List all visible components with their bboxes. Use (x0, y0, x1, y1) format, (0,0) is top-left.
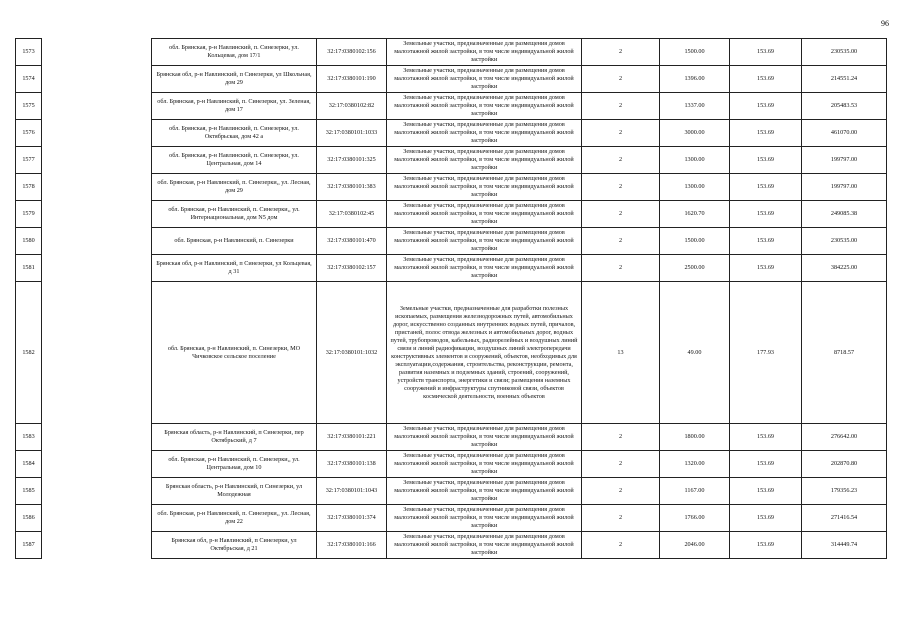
cadastral-number-cell: 32:17:0380101:166 (317, 532, 387, 559)
address-cell: Брянская обл, р-н Навлинский, п Синезерки, ул Октябрьская, д 21 (152, 532, 317, 559)
row-number-cell: 1578 (16, 174, 42, 201)
address-cell: обл. Брянская, р-н Навлинский, п. Синезерки, ул. Центральная, дом 14 (152, 147, 317, 174)
address-cell: Брянская область, р-н Навлинский, п Синезерки, ул Молодежная (152, 478, 317, 505)
address-cell: обл. Брянская, р-н Навлинский, п. Синезерки, ул. Кольцевая, дом 17/1 (152, 39, 317, 66)
rate-cell: 153.69 (730, 228, 802, 255)
table-row (16, 147, 887, 174)
rate-cell: 153.69 (730, 174, 802, 201)
rate-cell: 153.69 (730, 532, 802, 559)
blank-gap-cell (42, 201, 152, 228)
address-cell: обл. Брянская, р-н Навлинский, п. Синезерки, ул. Октябрьская, дом 42 а (152, 120, 317, 147)
address-cell: Брянская обл, р-н Навлинский, п Синезерки, ул Кольцевая, д 31 (152, 255, 317, 282)
land-purpose-cell: Земельные участки, предназначенные для разработки полезных ископаемых, размещения железнодорожных путей, автомобильных дорог, искусственно созданных внутренних водных путей, причалов, пристаней, полос отвода железных и автомобильных дорог, водных путей, трубопроводов, кабельных, радиорелейных и воздушных линий связи и линий радиофикации, воздушных линий электропередачи конструктивных элементов и сооружений, объектов, необходимых для эксплуатации,содержания, строительства, реконструкции, ремонта, развития наземных и подземных зданий, строений, сооружений, устройств транспорта, энергетики и связи; размещения наземных сооружений и инфраструктуры спутниковой связи, объектов космической деятельности, военных объектов (387, 282, 582, 424)
cadastral-number-cell: 32:17:0380102:45 (317, 201, 387, 228)
rate-cell: 177.93 (730, 282, 802, 424)
row-number-cell: 1576 (16, 120, 42, 147)
table-row (16, 120, 887, 147)
area-cell: 1766.00 (660, 505, 730, 532)
cadastral-value-cell: 205483.53 (802, 93, 887, 120)
blank-gap-cell (42, 451, 152, 478)
cadastral-value-cell: 202870.80 (802, 451, 887, 478)
area-cell: 2046.00 (660, 532, 730, 559)
land-purpose-cell: Земельные участки, предназначенные для размещения домов малоэтажной жилой застройки, в том числе индивидуальной жилой застройки (387, 255, 582, 282)
cadastral-value-cell: 314449.74 (802, 532, 887, 559)
group-code-cell: 2 (582, 532, 660, 559)
cadastral-value-cell: 230535.00 (802, 228, 887, 255)
rate-cell: 153.69 (730, 39, 802, 66)
blank-gap-cell (42, 174, 152, 201)
cadastral-number-cell: 32:17:0380101:383 (317, 174, 387, 201)
row-number-cell: 1574 (16, 66, 42, 93)
blank-gap-cell (42, 39, 152, 66)
table-row (16, 66, 887, 93)
table-row (16, 93, 887, 120)
table-body (16, 39, 887, 559)
address-cell: обл. Брянская, р-н Навлинский, п. Синезерки, ул. Зеленая, дом 17 (152, 93, 317, 120)
cadastral-number-cell: 32:17:0380101:138 (317, 451, 387, 478)
rate-cell: 153.69 (730, 505, 802, 532)
row-number-cell: 1587 (16, 532, 42, 559)
row-number-cell: 1581 (16, 255, 42, 282)
table-row (16, 424, 887, 451)
address-cell: обл. Брянская, р-н Навлинский, п. Синезерки,, ул. Лесная, дом 29 (152, 174, 317, 201)
area-cell: 2500.00 (660, 255, 730, 282)
land-purpose-cell: Земельные участки, предназначенные для размещения домов малоэтажной жилой застройки, в том числе индивидуальной жилой застройки (387, 147, 582, 174)
cadastral-value-cell: 199797.00 (802, 147, 887, 174)
blank-gap-cell (42, 255, 152, 282)
row-number-cell: 1579 (16, 201, 42, 228)
group-code-cell: 2 (582, 424, 660, 451)
row-number-cell: 1575 (16, 93, 42, 120)
cadastral-value-cell: 249085.38 (802, 201, 887, 228)
land-purpose-cell: Земельные участки, предназначенные для размещения домов малоэтажной жилой застройки, в том числе индивидуальной жилой застройки (387, 201, 582, 228)
land-purpose-cell: Земельные участки, предназначенные для размещения домов малоэтажной жилой застройки, в том числе индивидуальной жилой застройки (387, 424, 582, 451)
land-purpose-cell: Земельные участки, предназначенные для размещения домов малоэтажной жилой застройки, в том числе индивидуальной жилой застройки (387, 39, 582, 66)
table-row (16, 451, 887, 478)
blank-gap-cell (42, 505, 152, 532)
blank-gap-cell (42, 66, 152, 93)
table-row (16, 282, 887, 424)
blank-gap-cell (42, 478, 152, 505)
rate-cell: 153.69 (730, 201, 802, 228)
land-purpose-cell: Земельные участки, предназначенные для размещения домов малоэтажной жилой застройки, в том числе индивидуальной жилой застройки (387, 93, 582, 120)
group-code-cell: 2 (582, 39, 660, 66)
area-cell: 3000.00 (660, 120, 730, 147)
group-code-cell: 2 (582, 120, 660, 147)
row-number-cell: 1586 (16, 505, 42, 532)
table-row (16, 228, 887, 255)
rate-cell: 153.69 (730, 451, 802, 478)
row-number-cell: 1580 (16, 228, 42, 255)
cadastral-value-cell: 214551.24 (802, 66, 887, 93)
cadastral-number-cell: 32:17:0380101:221 (317, 424, 387, 451)
cadastral-value-cell: 230535.00 (802, 39, 887, 66)
cadastral-value-cell: 199797.00 (802, 174, 887, 201)
row-number-cell: 1584 (16, 451, 42, 478)
cadastral-number-cell: 32:17:0380101:1033 (317, 120, 387, 147)
rate-cell: 153.69 (730, 147, 802, 174)
area-cell: 49.00 (660, 282, 730, 424)
land-purpose-cell: Земельные участки, предназначенные для размещения домов малоэтажной жилой застройки, в том числе индивидуальной жилой застройки (387, 228, 582, 255)
group-code-cell: 2 (582, 255, 660, 282)
table-row (16, 201, 887, 228)
rate-cell: 153.69 (730, 255, 802, 282)
address-cell: обл. Брянская, р-н Навлинский, п. Синезерки, МО Чичковское сельское поселение (152, 282, 317, 424)
cadastral-value-cell: 179356.23 (802, 478, 887, 505)
cadastral-value-cell: 461070.00 (802, 120, 887, 147)
address-cell: обл. Брянская, р-н Навлинский, п. Синезерки,, ул. Лесная, дом 22 (152, 505, 317, 532)
address-cell: Брянская область, р-н Навлинский, п Синезерки, пер Октябрьский, д 7 (152, 424, 317, 451)
group-code-cell: 2 (582, 174, 660, 201)
blank-gap-cell (42, 228, 152, 255)
cadastral-number-cell: 32:17:0380102:157 (317, 255, 387, 282)
land-purpose-cell: Земельные участки, предназначенные для размещения домов малоэтажной жилой застройки, в том числе индивидуальной жилой застройки (387, 532, 582, 559)
cadastral-number-cell: 32:17:0380101:374 (317, 505, 387, 532)
cadastral-number-cell: 32:17:0380102:156 (317, 39, 387, 66)
cadastral-number-cell: 32:17:0380101:190 (317, 66, 387, 93)
table-row (16, 505, 887, 532)
row-number-cell: 1585 (16, 478, 42, 505)
area-cell: 1300.00 (660, 147, 730, 174)
land-purpose-cell: Земельные участки, предназначенные для размещения домов малоэтажной жилой застройки, в том числе индивидуальной жилой застройки (387, 478, 582, 505)
area-cell: 1800.00 (660, 424, 730, 451)
group-code-cell: 2 (582, 93, 660, 120)
page-number: 96 (881, 19, 889, 28)
blank-gap-cell (42, 532, 152, 559)
blank-gap-cell (42, 424, 152, 451)
group-code-cell: 13 (582, 282, 660, 424)
row-number-cell: 1583 (16, 424, 42, 451)
rate-cell: 153.69 (730, 424, 802, 451)
area-cell: 1500.00 (660, 228, 730, 255)
group-code-cell: 2 (582, 147, 660, 174)
group-code-cell: 2 (582, 478, 660, 505)
area-cell: 1337.00 (660, 93, 730, 120)
rate-cell: 153.69 (730, 478, 802, 505)
land-purpose-cell: Земельные участки, предназначенные для размещения домов малоэтажной жилой застройки, в том числе индивидуальной жилой застройки (387, 505, 582, 532)
land-registry-table (15, 38, 887, 559)
blank-gap-cell (42, 93, 152, 120)
cadastral-number-cell: 32:17:0380102:82 (317, 93, 387, 120)
area-cell: 1300.00 (660, 174, 730, 201)
address-cell: обл. Брянская, р-н Навлинский, п. Синезерки (152, 228, 317, 255)
group-code-cell: 2 (582, 66, 660, 93)
land-purpose-cell: Земельные участки, предназначенные для размещения домов малоэтажной жилой застройки, в том числе индивидуальной жилой застройки (387, 120, 582, 147)
row-number-cell: 1582 (16, 282, 42, 424)
cadastral-value-cell: 384225.00 (802, 255, 887, 282)
group-code-cell: 2 (582, 451, 660, 478)
group-code-cell: 2 (582, 201, 660, 228)
table-row (16, 39, 887, 66)
cadastral-number-cell: 32:17:0380101:325 (317, 147, 387, 174)
table-row (16, 532, 887, 559)
cadastral-value-cell: 276642.00 (802, 424, 887, 451)
rate-cell: 153.69 (730, 120, 802, 147)
address-cell: обл. Брянская, р-н Навлинский, п. Синезерки,, ул. Интернациональная, дом N5 дом (152, 201, 317, 228)
blank-gap-cell (42, 282, 152, 424)
table-row (16, 174, 887, 201)
cadastral-number-cell: 32:17:0380101:470 (317, 228, 387, 255)
rate-cell: 153.69 (730, 66, 802, 93)
area-cell: 1500.00 (660, 39, 730, 66)
group-code-cell: 2 (582, 505, 660, 532)
area-cell: 1320.00 (660, 451, 730, 478)
table-row (16, 255, 887, 282)
blank-gap-cell (42, 120, 152, 147)
address-cell: обл. Брянская, р-н Навлинский, п. Синезерки,, ул. Центральная, дом 10 (152, 451, 317, 478)
row-number-cell: 1573 (16, 39, 42, 66)
land-purpose-cell: Земельные участки, предназначенные для размещения домов малоэтажной жилой застройки, в том числе индивидуальной жилой застройки (387, 451, 582, 478)
table-row (16, 478, 887, 505)
address-cell: Брянская обл, р-н Навлинский, п Синезерки, ул Школьная, дом 29 (152, 66, 317, 93)
area-cell: 1167.00 (660, 478, 730, 505)
cadastral-value-cell: 271416.54 (802, 505, 887, 532)
group-code-cell: 2 (582, 228, 660, 255)
rate-cell: 153.69 (730, 93, 802, 120)
cadastral-value-cell: 8718.57 (802, 282, 887, 424)
area-cell: 1620.70 (660, 201, 730, 228)
land-purpose-cell: Земельные участки, предназначенные для размещения домов малоэтажной жилой застройки, в том числе индивидуальной жилой застройки (387, 66, 582, 93)
row-number-cell: 1577 (16, 147, 42, 174)
area-cell: 1396.00 (660, 66, 730, 93)
cadastral-number-cell: 32:17:0380101:1043 (317, 478, 387, 505)
cadastral-number-cell: 32:17:0380101:1032 (317, 282, 387, 424)
blank-gap-cell (42, 147, 152, 174)
land-purpose-cell: Земельные участки, предназначенные для размещения домов малоэтажной жилой застройки, в том числе индивидуальной жилой застройки (387, 174, 582, 201)
